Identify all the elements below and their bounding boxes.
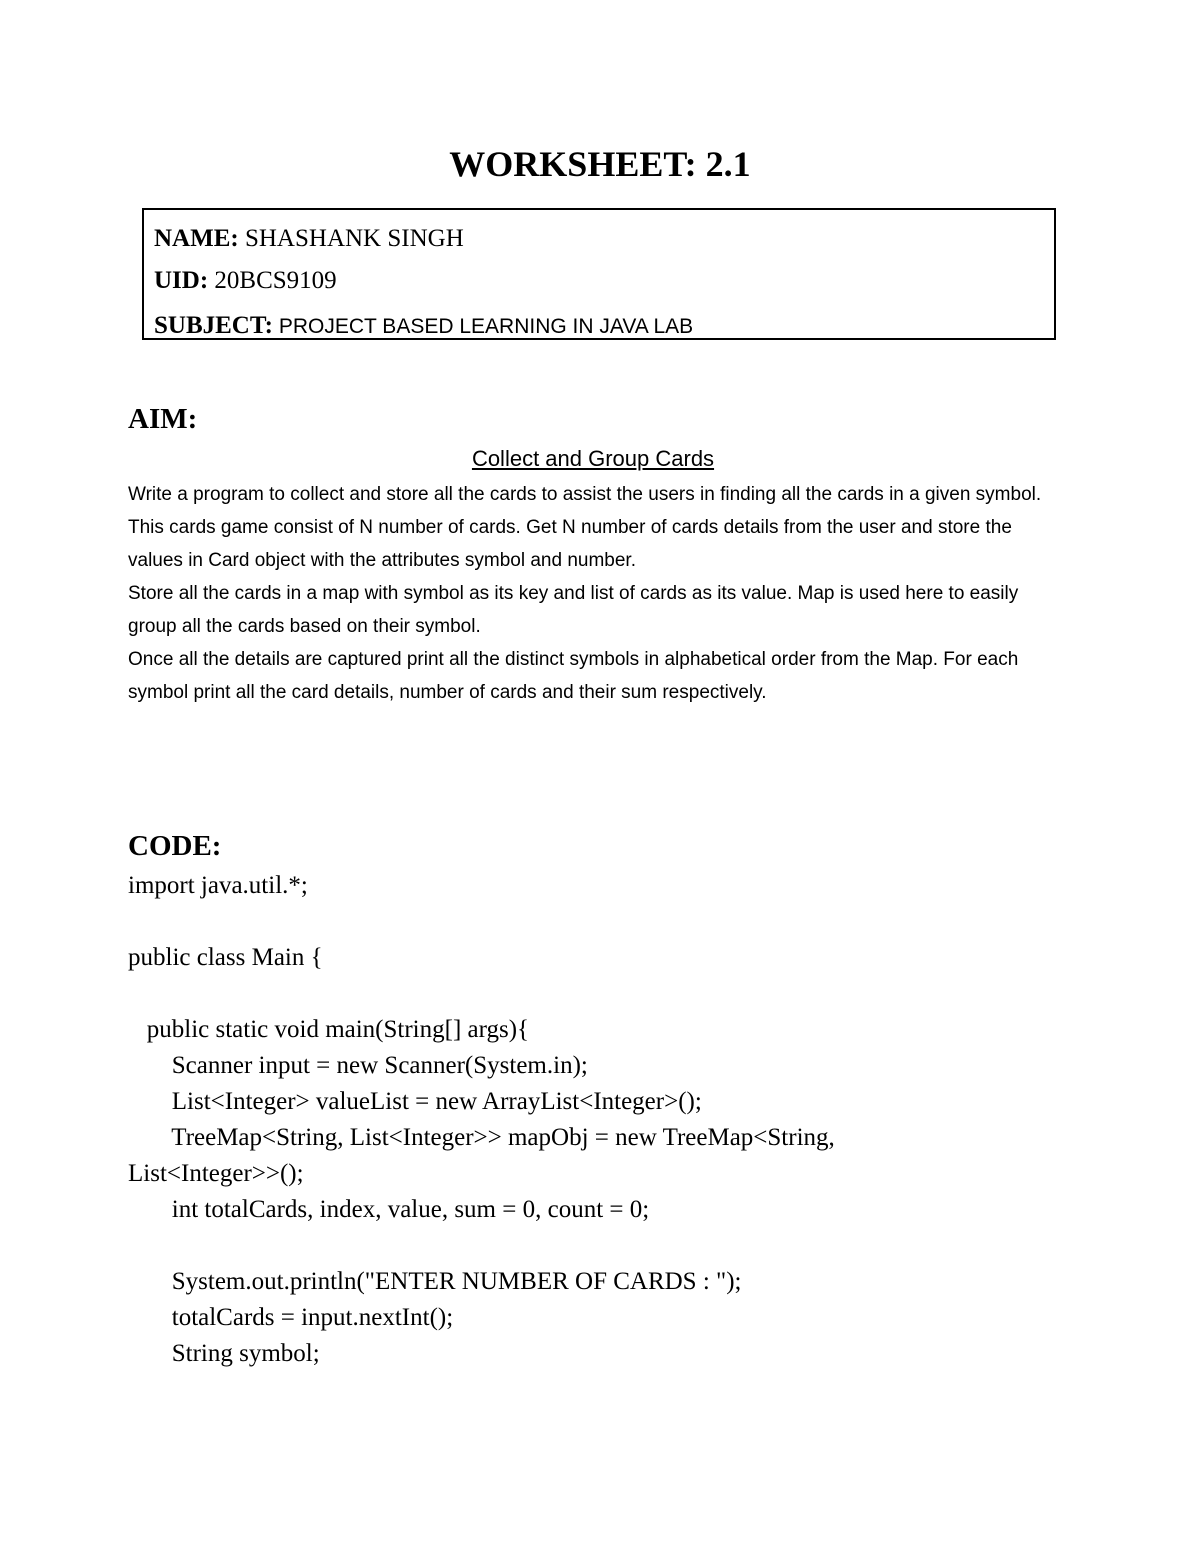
subject-row: [154, 311, 693, 342]
code-line: List<Integer>>();: [128, 1160, 304, 1187]
code-line: System.out.println("ENTER NUMBER OF CARDS : ");: [128, 1268, 742, 1295]
name-label: NAME:: [154, 225, 239, 252]
code-line: List<Integer> valueList = new ArrayList<Integer>();: [128, 1088, 702, 1115]
uid-row: [154, 266, 337, 296]
name-value: SHASHANK SINGH: [238, 225, 464, 252]
aim-paragraph: This cards game consist of N number of cards. Get N number of cards details from the user and store the values in Card object with the attributes symbol and number.: [128, 517, 1012, 571]
code-line: int totalCards, index, value, sum = 0, count = 0;: [128, 1196, 650, 1223]
aim-paragraph: Once all the details are captured print all the distinct symbols in alphabetical order from the Map. For each symbol print all the card details, number of cards and their sum respectively.: [128, 649, 1019, 703]
subject-value: PROJECT BASED LEARNING IN JAVA LAB: [273, 315, 694, 338]
code-line: public class Main {: [128, 944, 323, 971]
code-line: [128, 976, 1088, 1012]
code-heading: CODE:: [128, 830, 222, 862]
code-line: TreeMap<String, List<Integer>> mapObj = new TreeMap<String,: [128, 1124, 835, 1151]
student-info-box: [142, 208, 1056, 340]
code-line: import java.util.*;: [128, 872, 308, 899]
code-line: [128, 904, 1088, 940]
subject-label: SUBJECT:: [154, 312, 274, 339]
name-row: [154, 224, 464, 254]
code-line: Scanner input = new Scanner(System.in);: [128, 1052, 588, 1079]
aim-description: [128, 478, 1068, 709]
aim-subtitle: Collect and Group Cards: [471, 446, 715, 471]
code-block: [128, 868, 1088, 1372]
code-line: String symbol;: [128, 1340, 320, 1367]
uid-value: 20BCS9109: [208, 267, 337, 294]
aim-heading: AIM:: [128, 403, 198, 435]
code-line: totalCards = input.nextInt();: [128, 1304, 454, 1331]
aim-paragraph: Store all the cards in a map with symbol as its key and list of cards as its value. Map is used here to easily group all the cards based on their symbol.: [128, 583, 1019, 637]
aim-paragraph: Write a program to collect and store all the cards to assist the users in finding all the cards in a given symbol.: [128, 484, 1042, 505]
uid-label: UID:: [154, 267, 209, 294]
code-line: public static void main(String[] args){: [128, 1016, 530, 1043]
code-line: [128, 1228, 1088, 1264]
worksheet-title: WORKSHEET: 2.1: [449, 144, 751, 184]
